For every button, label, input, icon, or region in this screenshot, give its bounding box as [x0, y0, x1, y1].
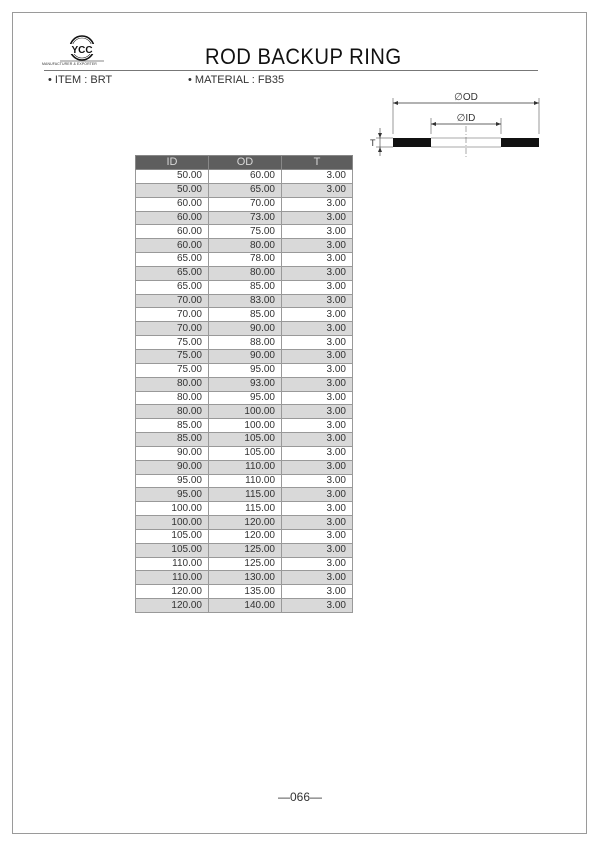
cell-id: 90.00	[136, 446, 209, 460]
column-header-od: OD	[209, 156, 282, 170]
table-row	[136, 239, 353, 253]
cell-t: 3.00	[282, 197, 353, 211]
table-row	[136, 349, 353, 363]
cell-t: 3.00	[282, 225, 353, 239]
cell-id: 110.00	[136, 557, 209, 571]
cell-od: 105.00	[209, 446, 282, 460]
cell-od: 80.00	[209, 266, 282, 280]
cell-od: 125.00	[209, 557, 282, 571]
id-label: ∅ID	[456, 113, 476, 124]
cell-id: 60.00	[136, 211, 209, 225]
cell-od: 70.00	[209, 197, 282, 211]
table-row	[136, 294, 353, 308]
cell-id: 100.00	[136, 502, 209, 516]
cell-t: 3.00	[282, 280, 353, 294]
logo-tagline: MANUFACTURER & EXPORTER	[42, 62, 97, 66]
column-header-t: T	[282, 156, 353, 170]
table-row	[136, 557, 353, 571]
cell-id: 80.00	[136, 377, 209, 391]
table-row	[136, 197, 353, 211]
cell-id: 60.00	[136, 239, 209, 253]
table-row	[136, 502, 353, 516]
table-row	[136, 377, 353, 391]
cell-t: 3.00	[282, 336, 353, 350]
cell-od: 105.00	[209, 433, 282, 447]
cell-id: 80.00	[136, 405, 209, 419]
table-row	[136, 280, 353, 294]
cell-od: 130.00	[209, 571, 282, 585]
table-row	[136, 433, 353, 447]
cell-id: 65.00	[136, 280, 209, 294]
cell-t: 3.00	[282, 170, 353, 184]
cell-t: 3.00	[282, 349, 353, 363]
cell-t: 3.00	[282, 433, 353, 447]
cell-id: 110.00	[136, 571, 209, 585]
page-number: —066—	[277, 790, 323, 804]
cell-od: 95.00	[209, 391, 282, 405]
cell-t: 3.00	[282, 239, 353, 253]
cell-id: 50.00	[136, 170, 209, 184]
table-row	[136, 266, 353, 280]
logo-mark: YCC	[71, 45, 93, 56]
cell-id: 120.00	[136, 585, 209, 599]
cell-od: 110.00	[209, 474, 282, 488]
cell-od: 95.00	[209, 363, 282, 377]
material-spec: • MATERIAL : FB35	[188, 74, 285, 86]
cell-od: 83.00	[209, 294, 282, 308]
cell-od: 115.00	[209, 488, 282, 502]
table-row	[136, 363, 353, 377]
cell-od: 73.00	[209, 211, 282, 225]
cell-t: 3.00	[282, 474, 353, 488]
cell-id: 70.00	[136, 322, 209, 336]
cell-id: 105.00	[136, 543, 209, 557]
cell-id: 90.00	[136, 460, 209, 474]
cell-od: 80.00	[209, 239, 282, 253]
cell-t: 3.00	[282, 543, 353, 557]
od-label: ∅OD	[454, 92, 478, 103]
cell-id: 95.00	[136, 488, 209, 502]
cell-id: 75.00	[136, 336, 209, 350]
cell-od: 90.00	[209, 322, 282, 336]
cell-t: 3.00	[282, 377, 353, 391]
cell-id: 85.00	[136, 419, 209, 433]
table-row	[136, 322, 353, 336]
cell-t: 3.00	[282, 211, 353, 225]
cell-id: 120.00	[136, 599, 209, 613]
item-code: • ITEM : BRT	[48, 74, 113, 86]
cell-t: 3.00	[282, 571, 353, 585]
cell-od: 125.00	[209, 543, 282, 557]
cell-t: 3.00	[282, 502, 353, 516]
table-row	[136, 308, 353, 322]
cell-id: 65.00	[136, 266, 209, 280]
title-divider	[44, 70, 538, 71]
cell-od: 60.00	[209, 170, 282, 184]
cell-id: 95.00	[136, 474, 209, 488]
cell-t: 3.00	[282, 557, 353, 571]
t-label: T	[370, 138, 376, 148]
cell-od: 85.00	[209, 280, 282, 294]
table-row	[136, 599, 353, 613]
table-row	[136, 225, 353, 239]
cell-id: 75.00	[136, 363, 209, 377]
table-row	[136, 474, 353, 488]
cell-t: 3.00	[282, 488, 353, 502]
cell-id: 60.00	[136, 197, 209, 211]
table-header-row	[136, 156, 353, 170]
cell-od: 85.00	[209, 308, 282, 322]
page-title: ROD BACKUP RING	[205, 44, 402, 69]
table-row	[136, 183, 353, 197]
cell-t: 3.00	[282, 391, 353, 405]
cell-id: 100.00	[136, 516, 209, 530]
cell-od: 90.00	[209, 349, 282, 363]
table-row	[136, 211, 353, 225]
cell-id: 85.00	[136, 433, 209, 447]
cell-od: 65.00	[209, 183, 282, 197]
cell-od: 93.00	[209, 377, 282, 391]
table-row	[136, 446, 353, 460]
cell-id: 50.00	[136, 183, 209, 197]
cell-t: 3.00	[282, 322, 353, 336]
table-row	[136, 253, 353, 267]
cell-id: 70.00	[136, 308, 209, 322]
table-row	[136, 529, 353, 543]
table-row	[136, 405, 353, 419]
table-row	[136, 170, 353, 184]
table-row	[136, 543, 353, 557]
cell-id: 80.00	[136, 391, 209, 405]
cell-t: 3.00	[282, 363, 353, 377]
ring-section-diagram	[366, 90, 546, 160]
table-row	[136, 516, 353, 530]
dimension-table	[135, 155, 353, 613]
cell-od: 115.00	[209, 502, 282, 516]
cell-t: 3.00	[282, 599, 353, 613]
table-row	[136, 585, 353, 599]
cell-od: 100.00	[209, 405, 282, 419]
table-row	[136, 488, 353, 502]
cell-od: 140.00	[209, 599, 282, 613]
cell-t: 3.00	[282, 183, 353, 197]
cell-t: 3.00	[282, 516, 353, 530]
cell-od: 110.00	[209, 460, 282, 474]
cell-t: 3.00	[282, 294, 353, 308]
column-header-id: ID	[136, 156, 209, 170]
cell-od: 100.00	[209, 419, 282, 433]
table-row	[136, 419, 353, 433]
cell-id: 70.00	[136, 294, 209, 308]
cell-t: 3.00	[282, 266, 353, 280]
table-row	[136, 336, 353, 350]
table-row	[136, 460, 353, 474]
cell-t: 3.00	[282, 253, 353, 267]
table-row	[136, 391, 353, 405]
cell-od: 120.00	[209, 529, 282, 543]
cell-id: 60.00	[136, 225, 209, 239]
cell-od: 120.00	[209, 516, 282, 530]
cell-t: 3.00	[282, 405, 353, 419]
cell-id: 75.00	[136, 349, 209, 363]
cell-t: 3.00	[282, 529, 353, 543]
cell-od: 75.00	[209, 225, 282, 239]
cell-t: 3.00	[282, 446, 353, 460]
cell-t: 3.00	[282, 460, 353, 474]
cell-od: 88.00	[209, 336, 282, 350]
cell-od: 135.00	[209, 585, 282, 599]
cell-id: 65.00	[136, 253, 209, 267]
table-body	[136, 170, 353, 613]
table-row	[136, 571, 353, 585]
cell-od: 78.00	[209, 253, 282, 267]
cell-id: 105.00	[136, 529, 209, 543]
cell-t: 3.00	[282, 419, 353, 433]
cell-t: 3.00	[282, 585, 353, 599]
cell-t: 3.00	[282, 308, 353, 322]
